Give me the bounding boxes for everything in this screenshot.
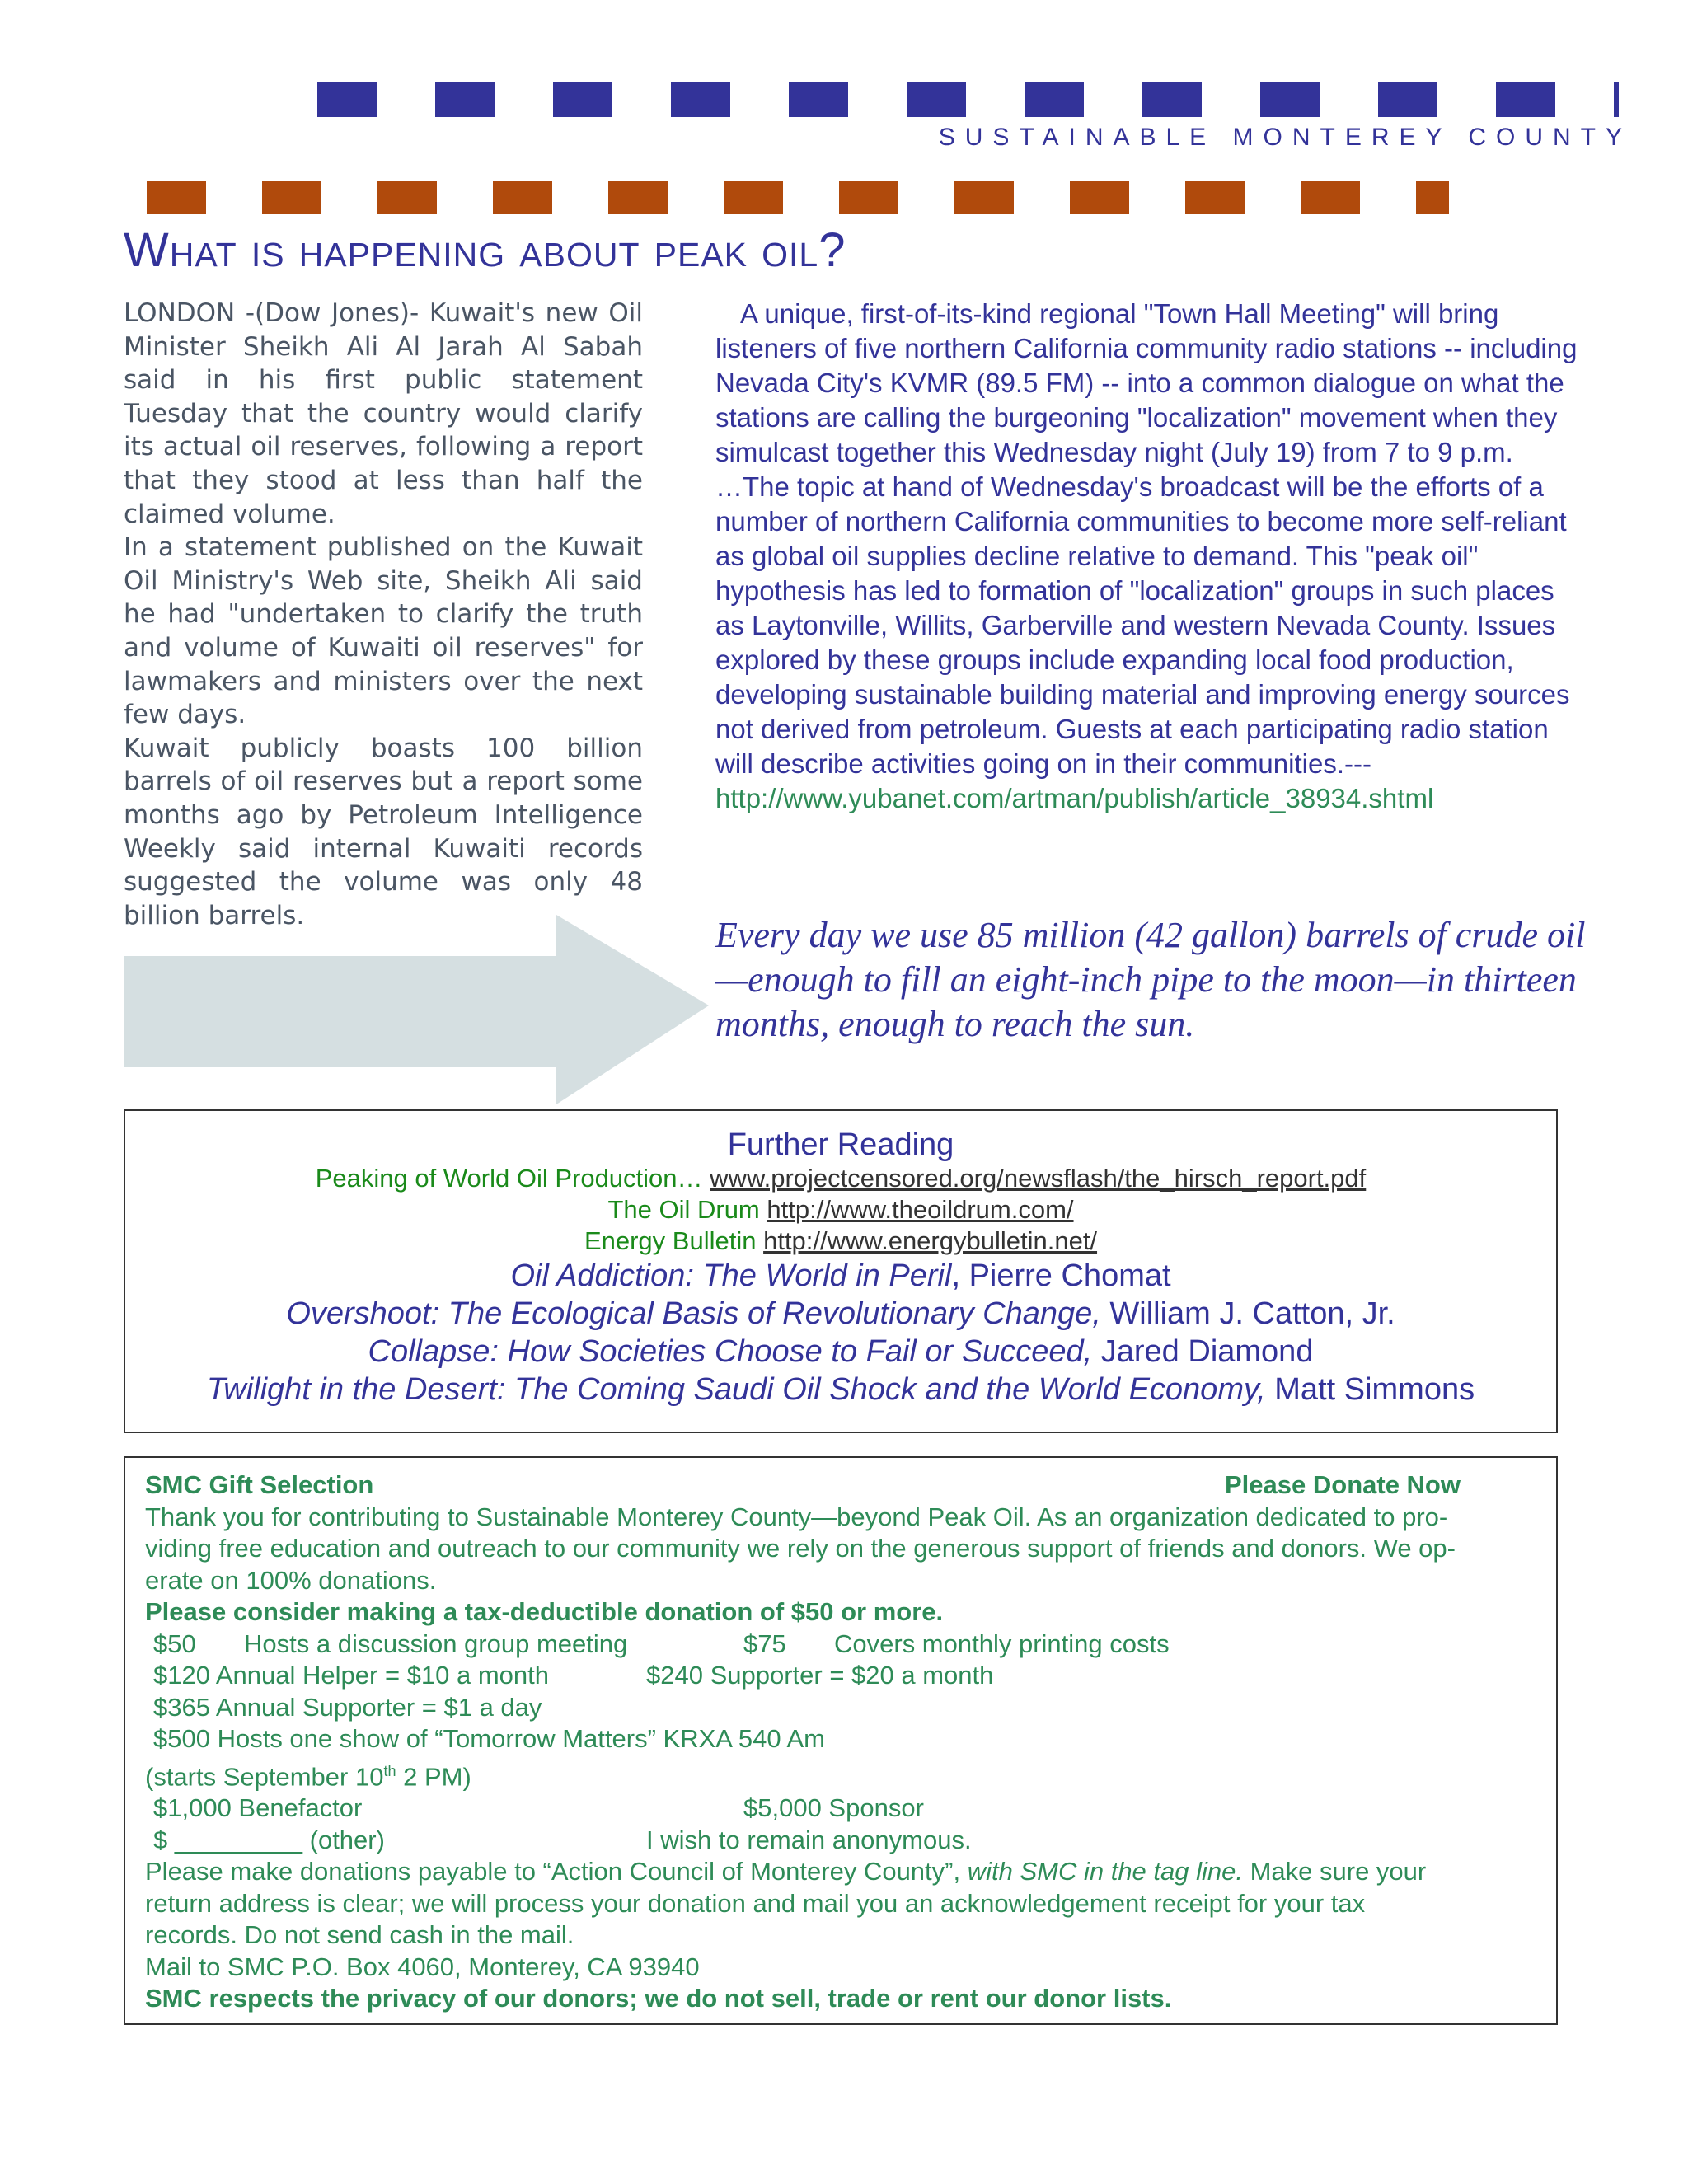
tier-row: [145, 1660, 1536, 1692]
book-title: Twilight in the Desert: The Coming Saudi Oil Shock and the World Economy,: [206, 1372, 1266, 1407]
pull-quote: Every day we use 85 million (42 gallon) barrels of crude oil—enough to fill an eight-inch pipe to the moon—in thirteen months, enough to reach the sun.: [715, 915, 1586, 1044]
arrow-graphic: [124, 915, 717, 1104]
book-author: Jared Diamond: [1092, 1334, 1314, 1369]
tier-5000: $5,000 Sponsor: [743, 1793, 924, 1823]
tier-row: [145, 1825, 1536, 1857]
reading-link-label: The Oil Drum: [607, 1195, 760, 1224]
other-amount-field: $ _________ (other): [153, 1825, 385, 1854]
payable-text: Please make donations payable to “Action Council of Monterey County”,: [145, 1857, 968, 1886]
tier-desc: Covers monthly printing costs: [834, 1629, 1170, 1658]
tier-amount: $75: [743, 1629, 786, 1658]
blue-square: [553, 82, 612, 117]
reading-link-row: [125, 1194, 1556, 1226]
left-article-paragraph: Kuwait publicly boasts 100 billion barrels of oil reserves but a report some months ago by Petroleum Intelligence Weekly said internal Kuwaiti records suggested the volume was only 48 billion barrels.: [124, 733, 643, 930]
book-author: Matt Simmons: [1265, 1372, 1475, 1407]
orange-square: [1070, 181, 1129, 214]
reading-link-url[interactable]: http://www.theoildrum.com/: [767, 1195, 1074, 1224]
further-reading-box: [124, 1109, 1558, 1433]
article-link[interactable]: http://www.yubanet.com/artman/publish/article_38934.shtml: [715, 783, 1434, 813]
book-entry: [125, 1257, 1556, 1295]
payable-line: records. Do not send cash in the mail.: [145, 1920, 574, 1950]
reading-link-url[interactable]: http://www.energybulletin.net/: [763, 1226, 1098, 1255]
orange-square: [724, 181, 783, 214]
right-article-paragraph: [715, 470, 1589, 816]
donation-consider: Please consider making a tax-deductible donation of $50 or more.: [145, 1597, 944, 1626]
book-entry: [125, 1371, 1556, 1408]
right-article-text: …The topic at hand of Wednesday's broadcast will be the efforts of a number of northern California communities to become more self-reliant as global oil supplies decline relative to demand. This "peak oil" hypothesis has led to formation of "localization" groups in such places as Laytonville, Willits, Garberville and western Nevada County. Issues explored by these groups include expanding local food production, developing sustainable building material and improving energy sources not derived from petroleum. Guests at each participating radio station will describe activities going on in their communities.---: [715, 471, 1570, 779]
book-title: Oil Addiction: The World in Peril: [510, 1258, 952, 1293]
blue-square: [789, 82, 848, 117]
blue-square: [435, 82, 495, 117]
tier-amount: $50: [153, 1629, 196, 1658]
reading-link-label: Energy Bulletin: [584, 1226, 757, 1255]
orange-square: [1301, 181, 1360, 214]
orange-square: [1185, 181, 1245, 214]
donation-intro-line: erate on 100% donations.: [145, 1565, 437, 1595]
tier-row: [145, 1793, 1536, 1825]
blue-square: [1614, 82, 1619, 117]
payable-line: [145, 1856, 1536, 1888]
org-name: SUSTAINABLE MONTEREY COUNTY: [938, 124, 1632, 151]
orange-square: [608, 181, 668, 214]
donate-now-heading: Please Donate Now: [1225, 1470, 1461, 1499]
anonymous-option: I wish to remain anonymous.: [646, 1825, 972, 1854]
tier-240: $240 Supporter = $20 a month: [646, 1661, 994, 1690]
tier-500-note: [145, 1755, 1536, 1793]
tier-500-note-sup: th: [383, 1762, 396, 1779]
orange-square: [262, 181, 321, 214]
donation-heading-row: [145, 1469, 1536, 1502]
blue-square: [1378, 82, 1437, 117]
book-author: , Pierre Chomat: [951, 1258, 1171, 1293]
blue-square: [1142, 82, 1202, 117]
further-reading-title: Further Reading: [727, 1127, 954, 1162]
tier-500: $500 Hosts one show of “Tomorrow Matters” KRXA 540 Am: [153, 1724, 825, 1753]
payable-line: return address is clear; we will process your donation and mail you an acknowledgement receipt for your tax: [145, 1888, 1366, 1918]
donation-intro-line: Thank you for contributing to Sustainable Monterey County—beyond Peak Oil. As an organization dedicated to pro-: [145, 1502, 1448, 1531]
headline: What is happening about peak oil?: [124, 223, 846, 277]
left-article: [124, 297, 643, 940]
blue-square: [671, 82, 730, 117]
blue-square: [907, 82, 966, 117]
right-article: [715, 297, 1589, 816]
left-article-paragraph: LONDON -(Dow Jones)- Kuwait's new Oil Minister Sheikh Ali Al Jarah Al Sabah said in his first public statement Tuesday that the country would clarify its actual oil reserves, following a report that they stood at less than half the claimed volume.: [124, 298, 643, 529]
reading-link-url[interactable]: www.projectcensored.org/newsflash/the_hirsch_report.pdf: [710, 1164, 1367, 1193]
payable-tagline: with SMC in the tag line.: [967, 1857, 1243, 1886]
book-title: Overshoot: The Ecological Basis of Revolutionary Change,: [286, 1296, 1101, 1331]
book-entry: [125, 1333, 1556, 1371]
reading-link-label: Peaking of World Oil Production…: [315, 1164, 703, 1193]
donation-intro-line: viding free education and outreach to our community we rely on the generous support of friends and donors. We op-: [145, 1534, 1456, 1563]
donation-heading-left: SMC Gift Selection: [145, 1470, 374, 1499]
tier-row: [145, 1629, 1536, 1661]
orange-square: [839, 181, 898, 214]
book-author: William J. Catton, Jr.: [1100, 1296, 1395, 1331]
orange-square: [147, 181, 206, 214]
blue-square: [1025, 82, 1084, 117]
orange-square: [954, 181, 1014, 214]
blue-square: [1260, 82, 1320, 117]
tier-500-note-text: 2 PM): [396, 1761, 471, 1791]
payable-text: Make sure your: [1242, 1857, 1427, 1886]
orange-square: [1416, 181, 1449, 214]
right-article-paragraph: A unique, first-of-its-kind regional "Town Hall Meeting" will bring listeners of five northern California community radio stations -- including Nevada City's KVMR (89.5 FM) -- into a common dialogue on what the stations are calling the burgeoning "localization" movement when they simulcast together this Wednesday night (July 19) from 7 to 9 p.m.: [715, 298, 1578, 467]
mail-to-address: Mail to SMC P.O. Box 4060, Monterey, CA 93940: [145, 1952, 700, 1981]
privacy-note: SMC respects the privacy of our donors; we do not sell, trade or rent our donor lists.: [145, 1984, 1172, 2013]
blue-square: [317, 82, 377, 117]
tier-500-note-text: (starts September 10: [145, 1761, 384, 1791]
blue-square: [1496, 82, 1555, 117]
book-title: Collapse: How Societies Choose to Fail or Succeed,: [368, 1334, 1093, 1369]
tier-365: $365 Annual Supporter = $1 a day: [153, 1692, 542, 1722]
left-article-paragraph: In a statement published on the Kuwait Oil Ministry's Web site, Sheikh Ali said he had "undertaken to clarify the truth and volume of Kuwaiti oil reserves" for lawmakers and ministers over the next few days.: [124, 532, 643, 730]
book-entry: [125, 1295, 1556, 1333]
tier-120: $120 Annual Helper = $10 a month: [153, 1661, 550, 1690]
orange-square: [493, 181, 552, 214]
donation-box: [124, 1456, 1558, 2025]
tier-desc: Hosts a discussion group meeting: [244, 1629, 628, 1658]
reading-link-row: [125, 1163, 1556, 1194]
reading-link-row: [125, 1226, 1556, 1257]
orange-square: [377, 181, 437, 214]
tier-1000: $1,000 Benefactor: [153, 1793, 363, 1823]
